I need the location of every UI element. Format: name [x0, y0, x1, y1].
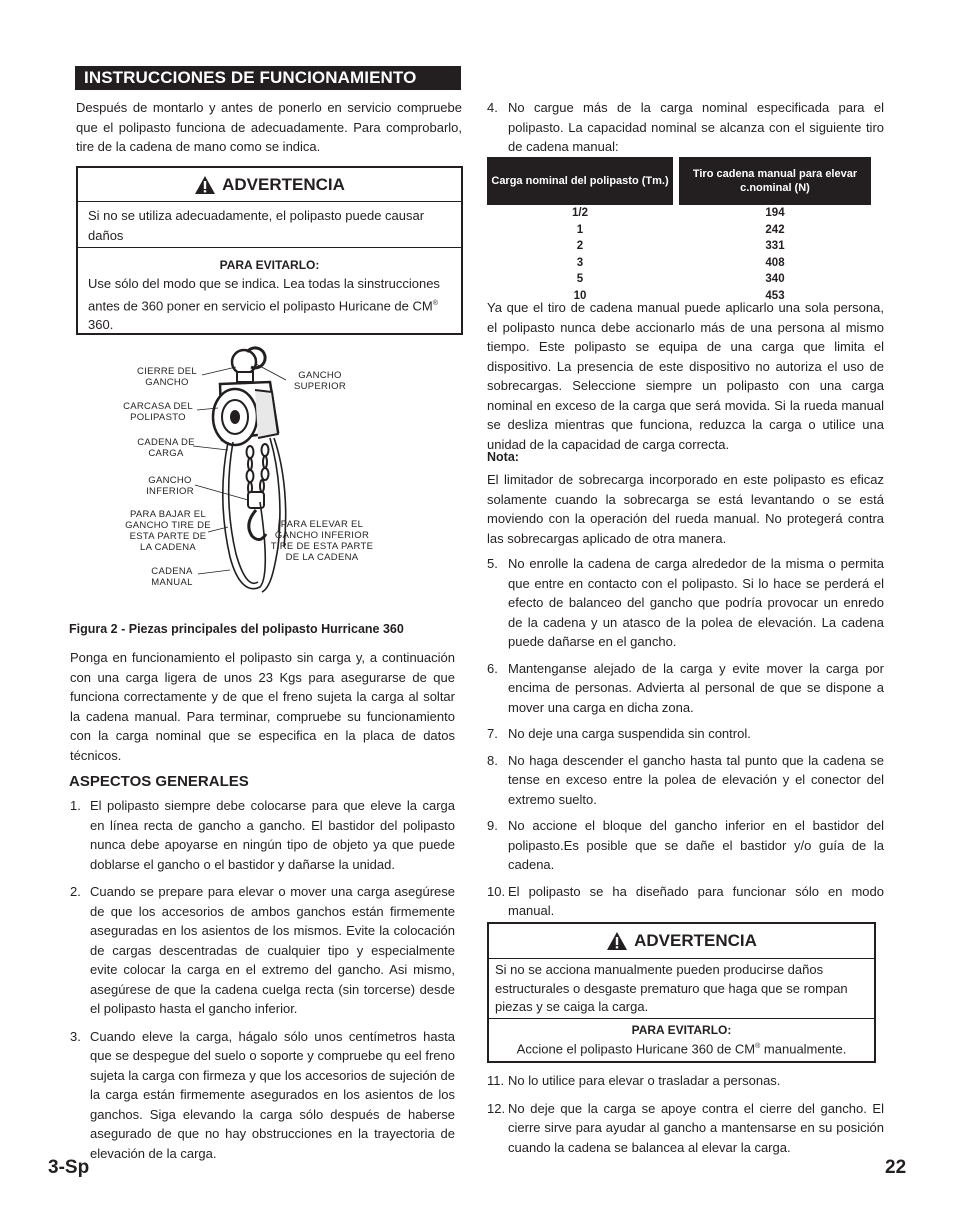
label-cadena-carga-line2: CARGA [148, 448, 184, 459]
label-bajar-line3: ESTA PARTE DE [129, 531, 207, 542]
warning-box-left [76, 166, 463, 335]
label-elevar-line3: TIRE DE ESTA PARTE [270, 541, 374, 552]
label-elevar-line4: DE LA CADENA [285, 552, 359, 563]
label-gancho-superior-line1: GANCHO [298, 370, 342, 381]
label-gancho-inferior-line1: GANCHO [148, 475, 192, 486]
list-item: 6. Mantenganse alejado de la carga y evite mover la carga por encima de personas. Advierta al personal de que se dispone a mover una carga en dicha zona. [487, 660, 884, 715]
hoist-diagram [110, 342, 400, 604]
item-4 [487, 98, 884, 157]
right-list-2 [487, 1071, 884, 1157]
label-carcasa-line1: CARCASA DEL [123, 401, 193, 412]
general-list [70, 796, 455, 1163]
table-row: 2 331 [576, 240, 785, 252]
warning-avoid-text: Accione el polipasto Huricane 360 de CM® manualmente. [516, 1041, 847, 1057]
warning-title: ADVERTENCIA [634, 931, 757, 950]
warning-header [78, 168, 461, 202]
label-cadena-manual-line1: CADENA [151, 566, 193, 577]
list-item: 10. El polipasto se ha diseñado para funcionar sólo en modo manual. [487, 883, 884, 918]
right-list [487, 554, 884, 921]
figure-caption: Figura 2 - Piezas principales del polipasto Hurricane 360 [69, 622, 404, 636]
warning-triangle-icon [194, 175, 216, 195]
warning-avoid-section [489, 1018, 874, 1059]
warning-text: Si no se utiliza adecuadamente, el polipasto puede causar daños [88, 208, 425, 243]
list-item: 9. No accione el bloque del gancho inferior en el bastidor del polipasto.Es posible que se dañe el bastidor y/o guía de la cadena. [487, 818, 884, 872]
warning-header [489, 924, 874, 959]
list-item: 11. No lo utilice para elevar o trasladar a personas. [487, 1073, 781, 1088]
label-gancho-inferior-line2: INFERIOR [146, 486, 194, 497]
warning-text: Si no se acciona manualmente pueden producirse daños estructurales o desgaste prematuro que haga que se rompan piezas y se caiga la carga. [495, 962, 848, 1014]
note-title: Nota: [487, 450, 519, 464]
page-label-right: 22 [885, 1157, 907, 1178]
warning-triangle-icon [606, 931, 628, 951]
section-title: INSTRUCCIONES DE FUNCIONAMIENTO [75, 66, 461, 90]
label-gancho-superior-line2: SUPERIOR [293, 381, 347, 392]
label-elevar-line1: PARA ELEVAR EL [280, 519, 364, 530]
table-row: 1 242 [576, 223, 785, 236]
table-header: Carga nominal del polipasto (Tm.) [487, 157, 673, 205]
table-row: 5 340 [576, 273, 785, 285]
list-item: 12. No deje que la carga se apoye contra el cierre del gancho. El cierre sirve para ayudar al gancho a mantensarse en su posición cuando la cadena se balancea al elevar la carga. [487, 1100, 884, 1155]
subsection-title: ASPECTOS GENERALES [69, 773, 249, 790]
warning-box-right [487, 922, 876, 1063]
list-item: 7. No deje una carga suspendida sin control. [487, 726, 751, 741]
warning-avoid-title: PARA EVITARLO: [631, 1023, 732, 1037]
intro-paragraph: Después de montarlo y antes de ponerlo en servicio compruebe que el polipasto funciona de adecuadamente. Para comprobarlo, tire de la cadena de mano como se indica. [76, 100, 462, 154]
list-item: 8. No haga descender el gancho hasta tal punto que la cadena se tense en exceso entre la polea de elevación y el conector del extremo suelto. [487, 752, 884, 807]
warning-avoid-text: Use sólo del modo que se indica. Lea todas la sinstrucciones antes de 360 poner en servicio el polipasto Huricane de CM® 360. [88, 276, 440, 333]
warning-avoid-title: PARA EVITARLO: [219, 258, 320, 272]
pull-paragraph: Ya que el tiro de cadena manual puede aplicarlo una sola persona, el polipasto nunca debe accionarlo más de una persona al mismo tiempo. Este polipasto se equipa de una carga que limita el dispositivo. La presencia de este dispositivo no autoriza el uso de sobrecargas. Seleccione siempre un polipasto con una carga nominal en exceso de la carga que será movida. Si la rueda manual se desliza mientras que funciona, reduzca la carga o utilice una unidad de la capacidad de carga correcta. [487, 300, 884, 452]
table-row: 1/2 194 [572, 207, 785, 219]
table-row: 3 408 [576, 256, 785, 269]
list-item: 5. No enrolle la cadena de carga alrededor de la misma o permita que entre en contacto con el polipasto. Si lo hace se perderá el efecto de balanceo del gancho que podría provocar un enredo de la cadena y un atasco de la polea de elevación. La cadena puede dañarse en el gancho. [487, 556, 884, 649]
list-item: 2. Cuando se prepare para elevar o mover una carga asegúrese de que los accesorios de ambos ganchos están firmemente aseguradas en los asientos de los mismos. Evite la colocación de cargas descentradas de cualquier tipo y especialmente evite colocar la carga en el extremo del gancho. Asi mismo, asegúrese de que la cadena cuelga recta (sin torcerse) desde el polipasto hasta el gancho inferior. [70, 884, 455, 1016]
label-bajar-line1: PARA BAJAR EL [129, 509, 207, 520]
list-item: 1. El polipasto siempre debe colocarse para que eleve la carga en línea recta de gancho a gancho. El bastidor del polipasto nunca debe apoyarse en ningún tipo de objeto ya que puede doblarse el gancho o el bastidor y dañarse la unidad. [70, 798, 455, 872]
warning-avoid-section [78, 247, 461, 339]
label-cadena-manual-line2: MANUAL [151, 577, 193, 588]
note-text: El limitador de sobrecarga incorporado en este polipasto es eficaz solamente cuando la sobrecarga se está levantando o se está moviendo con la operación del rueda manual. No protegerá contra las sobrecargas aplicado de otra manera. [487, 472, 884, 546]
warning-title: ADVERTENCIA [222, 174, 345, 194]
label-carcasa-line2: POLIPASTO [130, 412, 186, 423]
label-elevar-line2: GANCHO INFERIOR [274, 530, 370, 541]
table-row: 10 453 [573, 289, 785, 302]
label-bajar-line2: GANCHO TIRE DE [125, 520, 211, 531]
page-label-left: 3-Sp [48, 1157, 90, 1178]
list-item: 4. No cargue más de la carga nominal especificada para el polipasto. La capacidad nominal se alcanza con el siguiente tiro de cadena manual: [487, 100, 884, 154]
label-bajar-line4: LA CADENA [139, 542, 197, 553]
list-item: 3. Cuando eleve la carga, hágalo sólo unos centímetros hasta que se despegue del suelo o soporte y compruebe qu eel freno sujeta la carga con firmeza y que los accesorios de sujeción de la carga están firmemente asegurados en los asientos de los ganchos. Siga elevando la carga sólo después de haberse asegurado de que no hay obstrucciones en la trayectoria de elevación de la carga. [70, 1028, 455, 1161]
test-paragraph: Ponga en funcionamiento el polipasto sin carga y, a continuación con una carga ligera de unos 23 Kgs para asegurarse de que funciona correctamente y de que el freno sujeta la carga al soltar la cadena manual. Para terminar, compruebe su funcionamiento con la carga nominal que se especifica en la placa de datos técnicos. [70, 650, 455, 763]
label-cierre-line2: GANCHO [145, 377, 189, 388]
load-table [487, 157, 871, 304]
table-header: Tiro cadena manual para elevar c.nominal (N) [679, 157, 871, 205]
label-cadena-carga-line1: CADENA DE [137, 437, 195, 448]
label-cierre-line1: CIERRE DEL [136, 366, 198, 377]
